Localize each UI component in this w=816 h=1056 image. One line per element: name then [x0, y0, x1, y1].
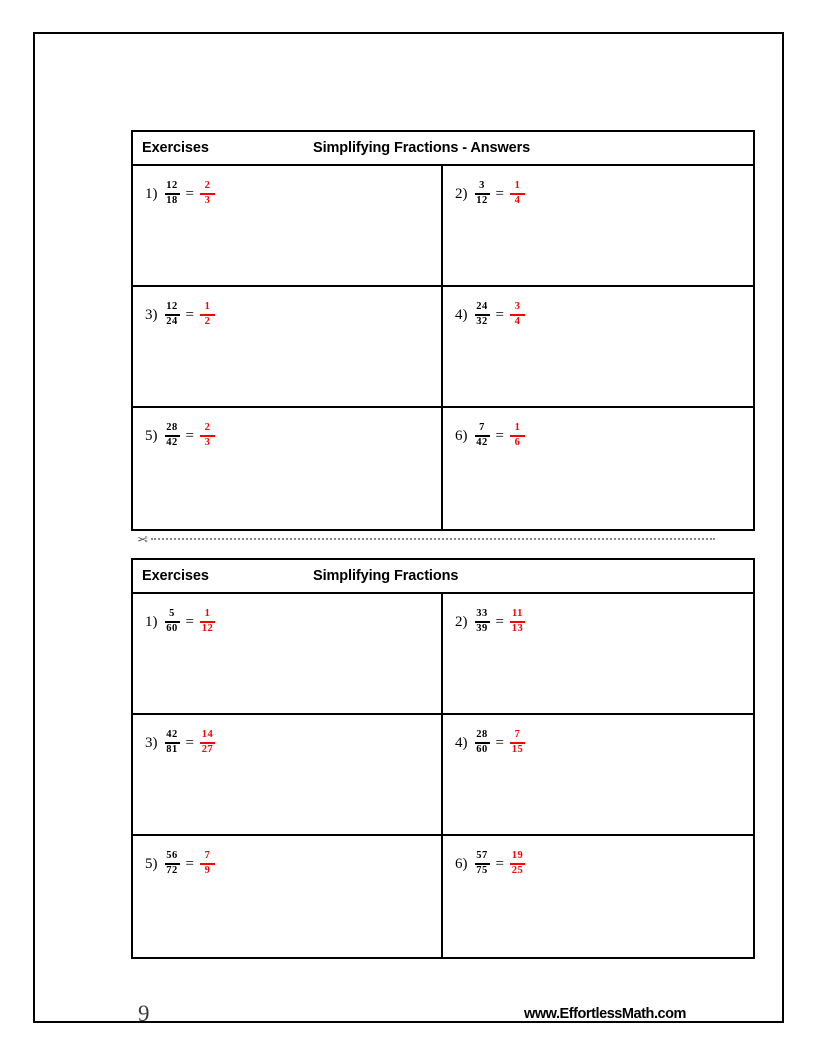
- answer-fraction: [200, 730, 215, 756]
- problem-4: [455, 298, 753, 332]
- fraction-numerator: 57: [476, 850, 488, 862]
- problem-number: 1): [145, 613, 158, 630]
- worksheet-title: Simplifying Fractions: [313, 568, 459, 584]
- answer-fraction: [510, 423, 525, 449]
- problem-number: 5): [145, 427, 158, 444]
- answer-numerator: 1: [204, 608, 211, 620]
- fraction-denominator: 12: [476, 195, 488, 207]
- answer-numerator: 1: [204, 301, 211, 313]
- answer-numerator: 7: [204, 850, 211, 862]
- problem-5: [145, 419, 441, 453]
- fraction-denominator: 75: [476, 865, 488, 877]
- problem-5: [145, 847, 441, 881]
- cut-here-line: [137, 530, 715, 548]
- problem-cell-4: [443, 715, 753, 834]
- answer-fraction: [200, 302, 215, 328]
- question-fraction: [475, 851, 490, 877]
- answer-denominator: 4: [514, 316, 521, 328]
- exercises-label: Exercises: [142, 140, 209, 156]
- answer-numerator: 1: [514, 422, 521, 434]
- problem-cell-5: [133, 408, 443, 529]
- answer-denominator: 27: [201, 744, 214, 756]
- table-row: [133, 166, 753, 287]
- answer-fraction: [510, 302, 525, 328]
- answer-numerator: 3: [514, 301, 521, 313]
- worksheet-title: Simplifying Fractions - Answers: [313, 140, 531, 156]
- problem-cell-6: [443, 408, 753, 529]
- dotted-divider: [151, 537, 715, 540]
- equals-sign: =: [185, 185, 194, 202]
- equals-sign: =: [185, 427, 194, 444]
- table-row: [133, 594, 753, 715]
- question-fraction: [475, 423, 490, 449]
- problem-number: 4): [455, 306, 468, 323]
- worksheet-practice-table: [131, 558, 755, 959]
- fraction-denominator: 81: [166, 744, 178, 756]
- problem-2: [455, 605, 753, 639]
- answer-numerator: 14: [201, 729, 214, 741]
- answer-numerator: 19: [511, 850, 524, 862]
- question-fraction: [475, 181, 490, 207]
- fraction-denominator: 32: [476, 316, 488, 328]
- problem-number: 3): [145, 306, 158, 323]
- answer-numerator: 1: [514, 180, 521, 192]
- question-fraction: [165, 730, 180, 756]
- equals-sign: =: [185, 613, 194, 630]
- website-url: www.EffortlessMath.com: [524, 1006, 686, 1022]
- problem-6: [455, 847, 753, 881]
- worksheet-header-row: [133, 560, 753, 594]
- answer-numerator: 2: [204, 422, 211, 434]
- problem-cell-3: [133, 287, 443, 406]
- answer-denominator: 3: [204, 195, 211, 207]
- exercises-label: Exercises: [142, 568, 209, 584]
- answer-fraction: [510, 851, 525, 877]
- table-row: [133, 408, 753, 529]
- answer-denominator: 6: [514, 437, 521, 449]
- problem-2: [455, 177, 753, 211]
- problem-cell-4: [443, 287, 753, 406]
- answer-denominator: 2: [204, 316, 211, 328]
- table-row: [133, 287, 753, 408]
- answer-denominator: 15: [511, 744, 524, 756]
- problem-cell-2: [443, 166, 753, 285]
- question-fraction: [165, 423, 180, 449]
- answer-fraction: [200, 609, 215, 635]
- worksheet-header-row: [133, 132, 753, 166]
- fraction-numerator: 28: [166, 422, 178, 434]
- table-row: [133, 836, 753, 957]
- equals-sign: =: [185, 734, 194, 751]
- problem-cell-1: [133, 594, 443, 713]
- answer-denominator: 25: [511, 865, 524, 877]
- fraction-denominator: 60: [166, 623, 178, 635]
- fraction-numerator: 24: [476, 301, 488, 313]
- question-fraction: [475, 730, 490, 756]
- equals-sign: =: [185, 306, 194, 323]
- fraction-denominator: 72: [166, 865, 178, 877]
- fraction-denominator: 42: [476, 437, 488, 449]
- fraction-denominator: 42: [166, 437, 178, 449]
- answer-fraction: [200, 851, 215, 877]
- equals-sign: =: [495, 734, 504, 751]
- fraction-numerator: 56: [166, 850, 178, 862]
- problem-3: [145, 298, 441, 332]
- fraction-numerator: 7: [479, 422, 485, 434]
- answer-numerator: 7: [514, 729, 521, 741]
- problem-number: 2): [455, 185, 468, 202]
- problem-number: 3): [145, 734, 158, 751]
- equals-sign: =: [495, 613, 504, 630]
- fraction-denominator: 39: [476, 623, 488, 635]
- worksheet-answers-table: [131, 130, 755, 531]
- answer-fraction: [510, 609, 525, 635]
- answer-denominator: 4: [514, 195, 521, 207]
- problem-number: 2): [455, 613, 468, 630]
- question-fraction: [165, 181, 180, 207]
- fraction-numerator: 28: [476, 729, 488, 741]
- problem-number: 5): [145, 855, 158, 872]
- problem-number: 1): [145, 185, 158, 202]
- question-fraction: [475, 609, 490, 635]
- equals-sign: =: [185, 855, 194, 872]
- problem-cell-5: [133, 836, 443, 957]
- fraction-numerator: 12: [166, 180, 178, 192]
- fraction-numerator: 42: [166, 729, 178, 741]
- answer-numerator: 11: [512, 608, 523, 620]
- equals-sign: =: [495, 427, 504, 444]
- problem-cell-1: [133, 166, 443, 285]
- question-fraction: [165, 302, 180, 328]
- fraction-numerator: 33: [476, 608, 488, 620]
- equals-sign: =: [495, 185, 504, 202]
- problem-number: 4): [455, 734, 468, 751]
- answer-denominator: 13: [511, 623, 524, 635]
- scissors-icon: ✂: [137, 531, 148, 547]
- problem-6: [455, 419, 753, 453]
- problem-number: 6): [455, 427, 468, 444]
- answer-fraction: [200, 423, 215, 449]
- problem-1: [145, 177, 441, 211]
- problem-4: [455, 726, 753, 760]
- problem-1: [145, 605, 441, 639]
- answer-fraction: [510, 181, 525, 207]
- question-fraction: [165, 609, 180, 635]
- fraction-denominator: 60: [476, 744, 488, 756]
- problem-cell-6: [443, 836, 753, 957]
- fraction-numerator: 5: [169, 608, 175, 620]
- equals-sign: =: [495, 855, 504, 872]
- fraction-numerator: 3: [479, 180, 485, 192]
- page-number: 9: [138, 1001, 150, 1026]
- question-fraction: [475, 302, 490, 328]
- page-border: [33, 32, 784, 1026]
- answer-fraction: [510, 730, 525, 756]
- answer-denominator: 9: [204, 865, 211, 877]
- answer-denominator: 12: [201, 623, 214, 635]
- fraction-numerator: 12: [166, 301, 178, 313]
- fraction-denominator: 18: [166, 195, 178, 207]
- problem-number: 6): [455, 855, 468, 872]
- problem-3: [145, 726, 441, 760]
- table-row: [133, 715, 753, 836]
- answer-fraction: [200, 181, 215, 207]
- problem-cell-2: [443, 594, 753, 713]
- answer-numerator: 2: [204, 180, 211, 192]
- fraction-denominator: 24: [166, 316, 178, 328]
- equals-sign: =: [495, 306, 504, 323]
- problem-cell-3: [133, 715, 443, 834]
- answer-denominator: 3: [204, 437, 211, 449]
- question-fraction: [165, 851, 180, 877]
